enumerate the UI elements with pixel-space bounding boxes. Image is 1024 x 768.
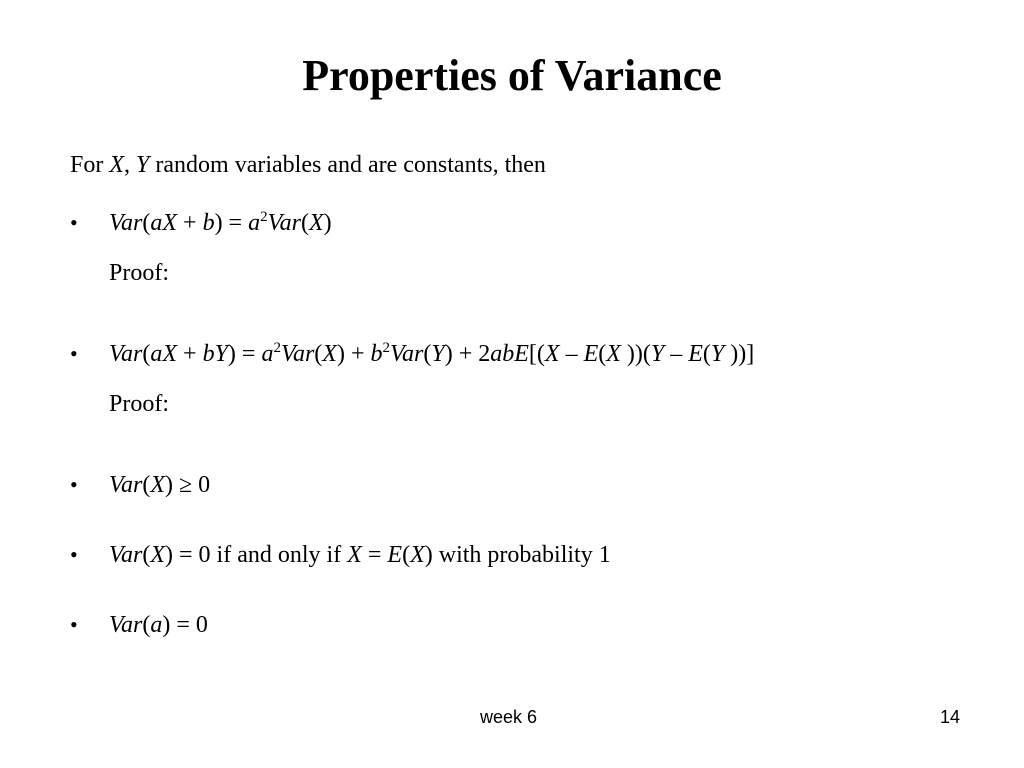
formula-segment: (: [702, 341, 711, 367]
formula-segment: (: [314, 341, 323, 367]
formula-segment: (: [142, 341, 151, 367]
formula-segment: ) + 2: [444, 341, 491, 367]
formula-segment: ) +: [336, 341, 371, 367]
formula-segment: Y: [650, 341, 665, 367]
formula-segment: (: [142, 542, 151, 568]
formula-segment: a: [248, 210, 261, 236]
intro-rest: random variables and are constants, then: [149, 152, 546, 178]
formula-segment: aX: [150, 341, 178, 367]
formula-segment: (: [142, 612, 151, 638]
formula-segment: Var: [109, 341, 143, 367]
formula-segment: –: [664, 341, 689, 367]
formula-segment: X: [544, 341, 560, 367]
formula-segment: (: [300, 210, 309, 236]
formula-segment: –: [559, 341, 584, 367]
footer-week-label: week 6: [480, 707, 538, 727]
formula-segment: X: [322, 341, 337, 367]
formula-segment: X: [150, 542, 166, 568]
formula-segment: Var: [109, 542, 143, 568]
superscript: 2: [260, 209, 268, 225]
formula-segment: Var: [280, 341, 315, 367]
formula-segment: ))]: [724, 341, 755, 367]
formula-segment: Var: [109, 210, 143, 236]
superscript: 2: [382, 340, 390, 356]
bullet-icon: •: [70, 341, 78, 366]
formula-segment: (: [142, 472, 151, 498]
formula-segment: X: [347, 542, 362, 568]
formula-segment: Var: [390, 341, 424, 367]
formula-segment: Y: [431, 341, 445, 367]
formula-segment: ) ≥ 0: [165, 472, 211, 498]
bullet-icon: •: [70, 472, 78, 497]
formula-segment: Y: [710, 341, 725, 367]
bullet-icon: •: [70, 210, 78, 235]
formula-variance-zero-condition: [109, 540, 611, 570]
superscript: 2: [273, 340, 281, 356]
formula-segment: (: [142, 210, 151, 236]
formula-segment: Var: [109, 612, 143, 638]
formula-segment: ))(: [620, 341, 651, 367]
intro-sentence: [70, 150, 546, 180]
formula-segment: =: [361, 542, 388, 568]
formula-segment: ) = 0 if and only if: [165, 542, 348, 568]
proof-label: Proof:: [109, 391, 169, 417]
formula-segment: ) =: [214, 210, 249, 236]
formula-segment: X: [410, 542, 425, 568]
formula-segment: E: [583, 341, 599, 367]
formula-segment: a: [150, 612, 163, 638]
intro-y: Y: [136, 152, 150, 178]
formula-variance-nonnegative: [109, 470, 210, 500]
formula-segment: +: [177, 210, 203, 236]
formula-variance-constant: [109, 610, 208, 640]
formula-variance-linear: [109, 208, 332, 238]
proof-label: Proof:: [109, 260, 169, 286]
formula-segment: b: [370, 341, 383, 367]
formula-segment: (: [598, 341, 607, 367]
intro-for: For: [70, 152, 110, 178]
formula-segment: ) = 0: [162, 612, 208, 638]
formula-segment: a: [261, 341, 274, 367]
formula-segment: X: [308, 210, 324, 236]
formula-segment: (: [423, 341, 432, 367]
formula-segment: E: [688, 341, 703, 367]
page-number: 14: [940, 707, 961, 727]
formula-segment: Var: [267, 210, 301, 236]
formula-segment: aX: [150, 210, 178, 236]
formula-variance-sum: [109, 339, 754, 369]
formula-segment: [(: [528, 341, 545, 367]
formula-segment: ): [323, 210, 332, 236]
formula-segment: ) =: [227, 341, 262, 367]
formula-segment: Var: [109, 472, 143, 498]
slide-title: Properties of Variance: [302, 51, 722, 100]
formula-segment: X: [606, 341, 621, 367]
formula-segment: X: [150, 472, 166, 498]
formula-segment: E: [387, 542, 403, 568]
bullet-icon: •: [70, 542, 78, 567]
formula-segment: +: [177, 341, 203, 367]
intro-comma: ,: [124, 152, 137, 178]
formula-segment: ) with probability 1: [424, 542, 611, 568]
formula-segment: b: [202, 210, 215, 236]
bullet-icon: •: [70, 612, 78, 637]
formula-segment: (: [402, 542, 411, 568]
formula-segment: bY: [202, 341, 228, 367]
formula-segment: abE: [490, 341, 529, 367]
intro-x: X: [109, 152, 125, 178]
